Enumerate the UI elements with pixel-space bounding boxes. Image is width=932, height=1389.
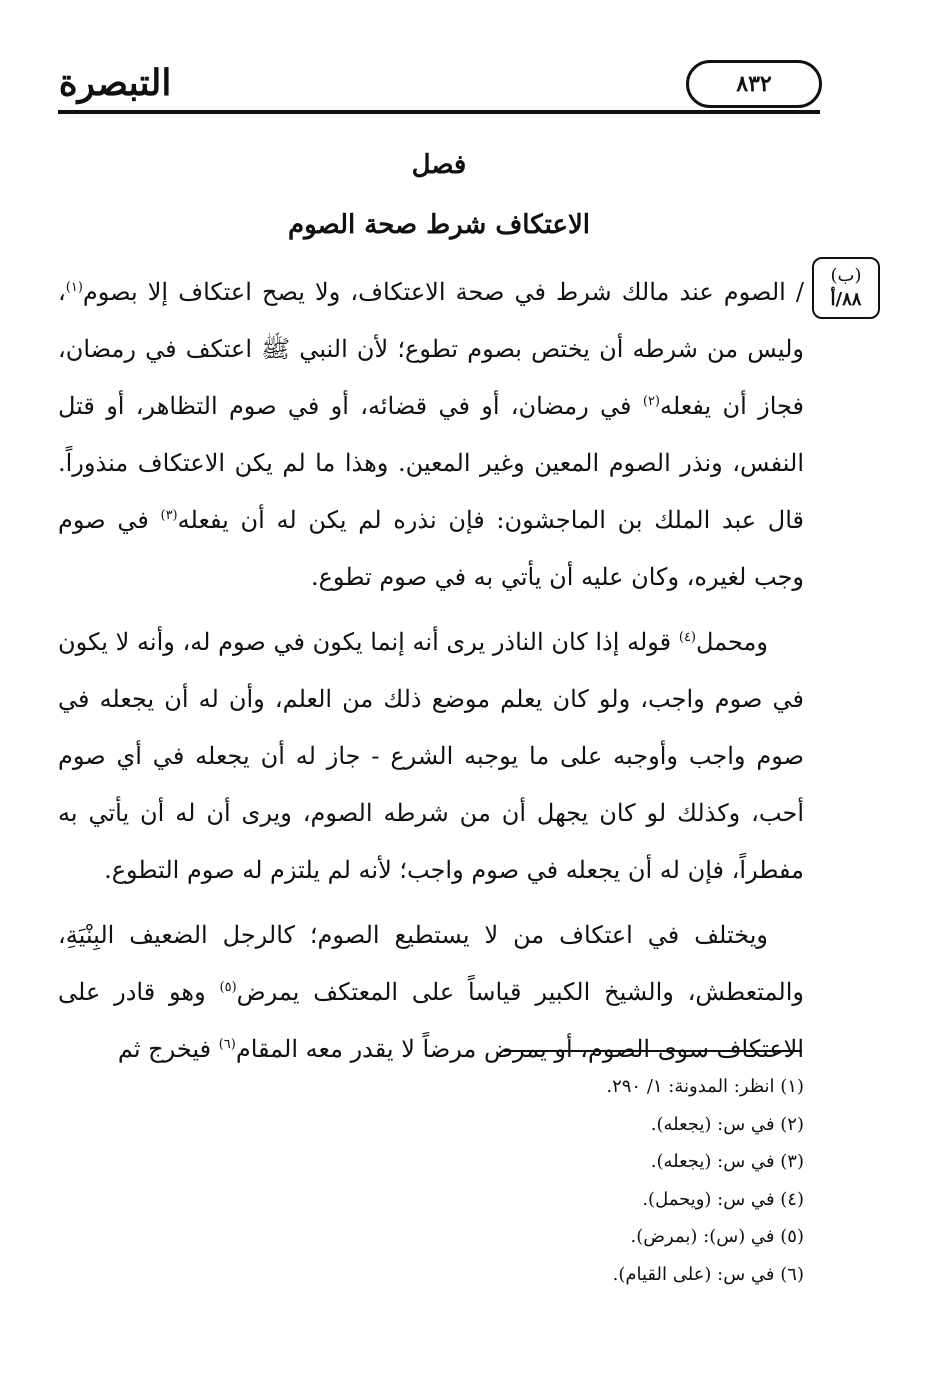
paragraph-text: قوله إذا كان الناذر يرى أنه إنما يكون في صوم له، وأنه لا يكون في صوم واجب، ولو كان يعلم موضع ذلك من العلم، وأن له أن يجعله في صوم واجب وأوجبه على ما يوجبه الشرع - جاز له أن يجعله في أي صوم أحب، وكذلك لو كان يجهل أن من شرطه الصوم، ويرى أن له أن يأتي به مفطراً، فإن له أن يجعله في صوم واجب؛ لأنه لم يلتزم له صوم التطوع. (58, 628, 804, 884)
paragraph-text: في رمضان، أو في قضائه، أو في صوم التظاهر، أو قتل النفس، ونذر الصوم المعين وغير المعين. وهذا ما لم يكن الاعتكاف منذوراً. قال عبد الملك بن الماجشون: فإن نذره لم يكن له أن يفعله (58, 392, 805, 534)
paragraph-text: فيخرج ثم (117, 1035, 219, 1063)
footnote-ref[interactable]: (٣) (160, 508, 178, 523)
paragraph-text: ومحمل (696, 628, 768, 656)
page-number: ٨٣٢ (736, 71, 772, 97)
manuscript-marker: (ب) (830, 265, 862, 286)
header-rule (58, 110, 820, 114)
page-number-badge (686, 60, 822, 108)
chapter-title: الاعتكاف شرط صحة الصوم (288, 210, 590, 240)
paragraph-text: وهو قادر على الاعتكاف سوى الصوم، أو يمرض مرضاً لا يقدر معه المقام (58, 978, 804, 1063)
footnote-ref[interactable]: (٥) (219, 980, 237, 995)
paragraph-3 (58, 907, 804, 1078)
footnote-item: (٣) في س: (يجعله). (650, 1151, 804, 1172)
section-title: فصل (411, 150, 467, 180)
paragraph-2 (58, 614, 804, 899)
manuscript-folio: ٨٨/أ (830, 289, 862, 310)
footnote-separator (504, 1050, 802, 1052)
body-text (58, 264, 804, 1086)
footnote-item: (٦) في س: (على القيام). (612, 1263, 804, 1285)
footnote-item: (٢) في س: (يجعله). (650, 1113, 804, 1135)
footnote-item: (٥) في (س): (بمرض). (630, 1226, 804, 1247)
paragraph-text: ، وليس من شرطه أن يختص بصوم تطوع؛ لأن النبي ﷺ اعتكف في رمضان، فجاز أن يفعله (58, 278, 804, 420)
book-title-logo: التبصرة (58, 62, 172, 104)
footnote-ref[interactable]: (٢) (642, 394, 660, 409)
footnote-ref[interactable]: (٦) (218, 1037, 236, 1052)
manuscript-folio-note (812, 257, 880, 319)
footnotes (58, 1068, 804, 1293)
paragraph-text: في صوم وجب لغيره، وكان عليه أن يأتي به في صوم تطوع. (58, 506, 804, 591)
paragraph-text: / الصوم عند مالك شرط في صحة الاعتكاف، ولا يصح اعتكاف إلا بصوم (82, 278, 804, 306)
paragraph-text: ويختلف في اعتكاف من لا يستطيع الصوم؛ كالرجل الضعيف البِنْيَةِ، والمتعطش، والشيخ الكبير قياساً على المعتكف يمرض (58, 921, 804, 1006)
footnote-item: (١) انظر: المدونة: ١/ ٢٩٠. (606, 1076, 804, 1097)
footnote-ref[interactable]: (٤) (678, 630, 696, 645)
paragraph-1 (58, 264, 804, 606)
footnote-ref[interactable]: (١) (65, 280, 83, 295)
footnote-item: (٤) في س: (ويحمل). (642, 1188, 804, 1210)
